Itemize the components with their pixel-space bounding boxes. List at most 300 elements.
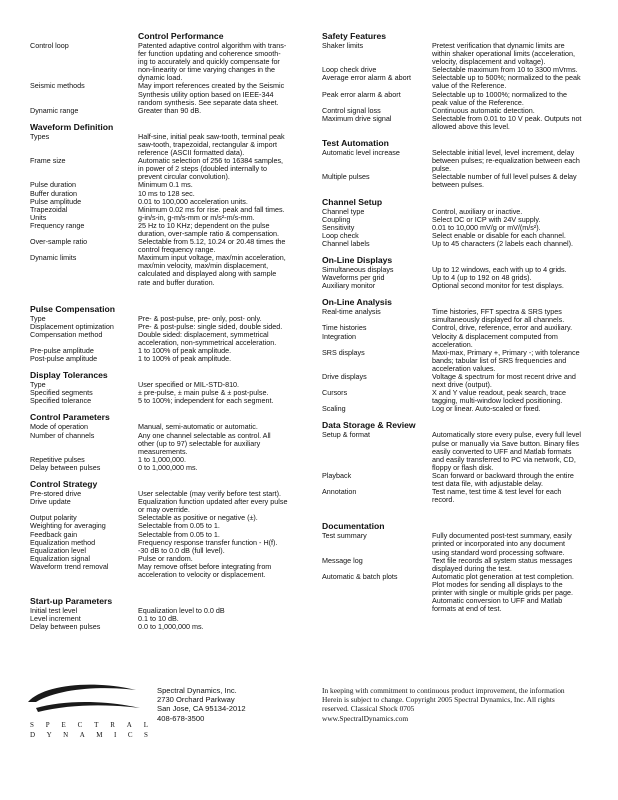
spec-value-line: calculated and displayed along with sample	[138, 269, 277, 279]
spec-value	[138, 254, 308, 286]
spec-value-line: ing to accurately and quickly compensate for	[138, 57, 280, 67]
spec-label: Average error alarm & abort	[322, 73, 411, 83]
spec-value	[432, 573, 596, 613]
spec-value	[138, 355, 308, 363]
spec-value-line: acceleration.	[432, 339, 473, 349]
spec-label: Post-pulse amplitude	[30, 354, 98, 364]
spec-value-line: pulse or manually via Save button. Binary files	[432, 438, 580, 448]
spec-value	[138, 157, 308, 181]
spec-value	[432, 282, 596, 290]
spec-value-line: Pre- & post-pulse, pre- only, post- only.	[138, 313, 262, 323]
spec-value-line: value of the Reference.	[432, 81, 507, 91]
spec-value-line: Selectable maximum from 10 to 3300 mVrms.	[432, 65, 578, 75]
spec-label: Number of channels	[30, 430, 95, 440]
spec-value-line: non-linearity or time varying changes in the	[138, 65, 276, 75]
spec-value	[138, 432, 308, 456]
spec-value	[432, 373, 596, 389]
address-line: 408-678-3500	[157, 713, 205, 723]
spec-value-line: Minimum 0.1 ms.	[138, 180, 193, 190]
spec-label: Output polarity	[30, 513, 77, 523]
spec-value-line: Automatic plot generation at test completion.	[432, 571, 574, 581]
spec-value	[138, 397, 308, 405]
spec-value-line: Half-sine, initial peak saw-tooth, terminal peak	[138, 131, 285, 141]
spec-row	[30, 254, 308, 286]
spec-label: Pre-pulse amplitude	[30, 346, 94, 355]
spec-value-line: Selectable initial level, level increment, delay	[432, 148, 575, 158]
spec-value-line: or may override.	[138, 505, 190, 515]
spec-value-line: Up to 12 windows, each with up to 4 grids.	[432, 264, 567, 274]
spec-label: Delay between pulses	[30, 462, 101, 472]
spec-value	[432, 333, 596, 349]
spec-label: Specified segments	[30, 388, 93, 398]
spec-value-line: Synthesis utility option based on IEEE-344	[138, 89, 274, 99]
spec-row	[322, 573, 596, 613]
spec-value-line: Greater than 90 dB.	[138, 105, 202, 115]
spec-row	[30, 42, 308, 82]
section-title: On-Line Displays	[322, 254, 393, 265]
spec-value	[432, 431, 596, 471]
section-gap	[322, 613, 596, 617]
spec-label: Buffer duration	[30, 188, 78, 198]
spec-value-line: prevent circular convolution).	[138, 172, 230, 182]
spec-label: Multiple pulses	[322, 172, 370, 182]
spec-value-line: reference (ASCII formatted data).	[138, 148, 245, 158]
spec-value	[432, 557, 596, 573]
spec-value-line: printer with single or multiple grids per page.	[432, 587, 574, 597]
section-spacer	[322, 508, 596, 518]
company-address	[157, 686, 246, 723]
spec-value-line: acceleration values.	[432, 363, 496, 373]
spec-row	[30, 331, 308, 347]
spec-value-line: User specified or MIL-STD-810.	[138, 380, 240, 390]
spec-label: Over-sample ratio	[30, 237, 88, 247]
spec-label: Loop check drive	[322, 65, 377, 75]
spec-label: Setup & format	[322, 430, 370, 440]
spec-value	[432, 91, 596, 107]
spec-value-line: May import references created by the Seismic	[138, 81, 285, 91]
section-gap	[30, 115, 308, 119]
footer	[0, 680, 618, 800]
section-spacer	[30, 583, 308, 593]
spec-label: Pulse duration	[30, 180, 76, 190]
spec-row	[322, 42, 596, 66]
spec-value	[138, 331, 308, 347]
spec-value-line: Selectable from 0.05 to 1.	[138, 529, 220, 539]
spec-row	[322, 557, 596, 573]
spec-row	[30, 157, 308, 181]
spec-label: Displacement optimization	[30, 321, 114, 331]
spec-value-line: 1 to 1,000,000.	[138, 454, 186, 464]
spec-label: Type	[30, 380, 46, 390]
section-title: Test Automation	[322, 138, 389, 149]
spec-value	[138, 82, 308, 106]
spec-label: Annotation	[322, 487, 357, 497]
logo-letter: T	[94, 721, 99, 729]
spec-value-line: Automatic conversion to UFF and Matlab	[432, 596, 563, 606]
spec-label: Mode of operation	[30, 422, 88, 432]
spec-value	[138, 238, 308, 254]
spec-value	[138, 42, 308, 82]
spec-value-line: Selectable number of full level pulses & delay	[432, 172, 577, 182]
spec-value-line: X and Y value readout, peak search, trace	[432, 388, 566, 398]
spec-label: Time histories	[322, 323, 367, 333]
spec-value-line: displayed during the test.	[432, 563, 512, 573]
spec-value-line: 0 to 1,000,000 ms.	[138, 462, 198, 472]
left-column	[30, 28, 308, 635]
spec-value	[138, 133, 308, 157]
section-spacer	[30, 291, 308, 301]
spec-value-line: acceleration, non-symmetrical acceleration.	[138, 337, 277, 347]
spec-row	[322, 373, 596, 389]
spec-label: Drive update	[30, 497, 71, 507]
spec-value-line: User selectable (may verify before test start).	[138, 489, 281, 499]
spec-value	[138, 498, 308, 514]
spec-value-line: Selectable up to 500%; normalized to the peak	[432, 73, 581, 83]
spec-value	[432, 149, 596, 173]
spec-value-line: Select DC or ICP with 24V supply.	[432, 214, 541, 224]
spec-row	[30, 432, 308, 456]
spec-value-line: 0.01 to 10,000 mV/g or mV/(m/s²).	[432, 222, 541, 232]
spec-value-line: Double sided: displacement, symmetrical	[138, 329, 269, 339]
spec-value-line: fer function updating and coherence smooth-	[138, 49, 281, 59]
section-gap	[30, 631, 308, 635]
spec-value	[432, 173, 596, 189]
logo-letter: Y	[46, 731, 52, 739]
spec-value-line: Plot modes for sending all displays to the	[432, 579, 563, 589]
spec-row	[30, 498, 308, 514]
spec-value	[138, 222, 308, 238]
spec-row	[30, 623, 308, 631]
section-gap	[322, 190, 596, 194]
spec-label: Waveforms per grid	[322, 273, 385, 283]
spec-value-line: 5 to 100%; independent for each segment.	[138, 396, 274, 406]
spec-label: Units	[30, 212, 47, 222]
section-gap	[322, 290, 596, 294]
spec-value-line: Selectable from 5.12, 10.24 or 20.48 times the	[138, 237, 286, 247]
spec-value-line: May remove offset before integrating from	[138, 561, 272, 571]
spec-label: Coupling	[322, 214, 351, 224]
spec-value-line: Up to 4 (up to 192 on 48 grids).	[432, 273, 532, 283]
section-title: Control Performance	[138, 31, 224, 41]
spec-label: Initial test level	[30, 606, 78, 616]
spec-label: Level increment	[30, 614, 81, 624]
spec-value-line: record.	[432, 495, 455, 505]
logo-letter: C	[127, 731, 133, 739]
spec-value-line: printed or incorporated into any document	[432, 539, 566, 549]
spec-label: Weighting for averaging	[30, 521, 106, 531]
spec-value-line: Fully documented post-test summary, easily	[432, 531, 572, 541]
spec-label: Automatic & batch plots	[322, 571, 398, 581]
spec-value-line: peak value of the Reference.	[432, 97, 524, 107]
logo-letter: N	[63, 731, 69, 739]
spec-row	[322, 115, 596, 131]
spec-value-line: 1 to 100% of peak amplitude.	[138, 354, 232, 364]
spec-value-line: test data file, with adjustable delay.	[432, 479, 543, 489]
spec-label: Equalization signal	[30, 553, 90, 563]
spec-label: Equalization level	[30, 545, 86, 555]
spec-value-line: g-in/s-in, g-m/s-mm or m/s²-m/s-mm.	[138, 212, 255, 222]
spec-row	[322, 389, 596, 405]
spec-value	[432, 240, 596, 248]
spec-row	[30, 238, 308, 254]
spec-value-line: acceleration to velocity or displacement.	[138, 569, 266, 579]
spec-label: Integration	[322, 331, 356, 341]
spec-label: Repetitive pulses	[30, 454, 85, 464]
spec-label: Trapezoidal	[30, 204, 68, 214]
spec-value-line: Minimum 0.02 ms for rise. peak and fall times.	[138, 204, 285, 214]
spec-value-line: dynamic load.	[138, 73, 183, 83]
spec-value-line: formats at end of test.	[432, 604, 502, 614]
spec-label: Specified tolerance	[30, 396, 92, 406]
logo-letter: D	[30, 731, 36, 739]
spec-label: Feedback gain	[30, 529, 78, 539]
spec-value	[138, 464, 308, 472]
logo-letter: E	[61, 721, 66, 729]
spec-value-line: floppy or flash disk.	[432, 462, 494, 472]
spec-value-line: Pre- & post-pulse: single sided, double sided.	[138, 321, 283, 331]
spec-label: Channel labels	[322, 238, 370, 248]
spec-value-line: Selectable from 0.01 to 10 V peak. Outputs not	[432, 113, 582, 123]
spec-value-line: Time histories, FFT spectra & SRS types	[432, 307, 562, 317]
spec-row	[30, 107, 308, 115]
spec-value	[432, 115, 596, 131]
spec-label: Frequency range	[30, 220, 85, 230]
logo-letter: S	[144, 731, 148, 739]
spec-value-line: 0.0 to 1,000,000 ms.	[138, 622, 204, 632]
spec-value-line: Automatically store every pulse, every full level	[432, 430, 582, 440]
notice-line: reserved. Classical Shock 0705	[322, 704, 415, 714]
spec-label: Control loop	[30, 41, 69, 50]
spec-row	[322, 240, 596, 248]
section-title: Waveform Definition	[30, 121, 114, 132]
spec-value-line: Equalization function updated after every pulse	[138, 497, 288, 507]
spec-row	[30, 563, 308, 579]
logo-letter: S	[30, 721, 34, 729]
spec-value	[432, 74, 596, 90]
spec-value	[138, 623, 308, 631]
logo-letter: M	[96, 731, 103, 739]
spec-value-line: -30 dB to 0.0 dB (full level).	[138, 545, 225, 555]
spec-value-line: Velocity & displacement computed from	[432, 331, 558, 341]
logo-letter: C	[77, 721, 83, 729]
spec-value-line: rate and buffer duration.	[138, 277, 215, 287]
spec-value-line: Selectable from 0.05 to 1.	[138, 521, 220, 531]
spec-row	[30, 397, 308, 405]
logo-letter: A	[79, 731, 85, 739]
spec-value-line: Automatic selection of 256 to 16384 samples,	[138, 156, 284, 166]
spec-label: Pulse amplitude	[30, 196, 82, 206]
spec-value-line: Maximum input voltage, max/min acceleration,	[138, 253, 286, 263]
spec-row	[30, 355, 308, 363]
spec-value-line: Control, drive, reference, error and auxiliary.	[432, 323, 573, 333]
spec-value-line: Any one channel selectable as control. All	[138, 430, 271, 440]
section-gap	[30, 363, 308, 367]
spec-label: Delay between pulses	[30, 622, 101, 632]
spec-label: Seismic methods	[30, 81, 85, 91]
spec-row	[322, 173, 596, 189]
spec-label: Type	[30, 313, 46, 323]
logo-letter: A	[126, 721, 132, 729]
spec-value-line: Log or linear. Auto-scaled or fixed.	[432, 404, 541, 414]
spec-label: Cursors	[322, 388, 348, 398]
section-title: Channel Setup	[322, 196, 383, 207]
spec-label: Peak error alarm & abort	[322, 89, 401, 99]
spec-value-line: Text file records all system status messages	[432, 555, 573, 565]
spec-value-line: Test name, test time & test level for each	[432, 487, 562, 497]
spec-row	[322, 532, 596, 556]
spec-value	[432, 42, 596, 66]
section-title: Control Parameters	[30, 412, 110, 423]
spec-value-line: bands; tabular list of SRS frequencies and	[432, 355, 567, 365]
spec-value-line: 0.1 to 10 dB.	[138, 614, 179, 624]
spec-value-line: tagging, multi-window locked positioning.	[432, 396, 563, 406]
spec-value-line: Pulse or random.	[138, 553, 193, 563]
swoosh-logo-icon	[24, 680, 144, 720]
spec-value-line: Patented adaptive control algorithm with trans-	[138, 41, 287, 50]
spec-value-line: pulse.	[432, 164, 452, 174]
spec-value	[138, 107, 308, 115]
section-title: Control Strategy	[30, 479, 98, 490]
spec-label: Dynamic limits	[30, 253, 77, 263]
logo-wordmark-top	[30, 721, 148, 729]
spec-label: Auxiliary monitor	[322, 281, 376, 291]
spec-value-line: control frequency range.	[138, 245, 216, 255]
spec-value-line: between pulses.	[432, 180, 484, 190]
spec-value-line: Voltage & spectrum for most recent drive and	[432, 372, 576, 381]
logo-letter: R	[110, 721, 115, 729]
spec-value-line: between pulses; re-equalization between each	[432, 156, 580, 166]
spec-row	[322, 282, 596, 290]
logo-letter: P	[45, 721, 50, 729]
spec-value	[432, 532, 596, 556]
spec-label: Playback	[322, 470, 352, 480]
spec-value	[432, 405, 596, 413]
right-column	[322, 28, 596, 617]
logo-letter: I	[113, 731, 117, 739]
spec-value-line: Continuous automatic detection.	[432, 105, 535, 115]
spec-value-line: velocity, displacement and voltage).	[432, 57, 546, 67]
spec-row	[322, 431, 596, 471]
section-gap	[322, 131, 596, 135]
spec-value-line: Maxi-max, Primary +, Primary -; with tolerance	[432, 347, 580, 357]
spec-row	[322, 405, 596, 413]
address-line: Spectral Dynamics, Inc.	[157, 686, 237, 695]
spec-row	[322, 488, 596, 504]
spec-label: Maximum drive signal	[322, 113, 392, 123]
spec-label: Automatic level increase	[322, 148, 400, 158]
spec-label: Test summary	[322, 531, 367, 541]
spec-row	[322, 349, 596, 373]
spec-row	[30, 82, 308, 106]
spec-value-line: Frequency response transfer function - H(f).	[138, 537, 278, 547]
spec-value-line: Control, auxiliary or inactive.	[432, 206, 523, 216]
section-gap	[30, 472, 308, 476]
spec-value-line: 10 ms to 128 sec.	[138, 188, 195, 198]
spec-value	[432, 349, 596, 373]
spec-label: Waveform trend removal	[30, 561, 109, 571]
spec-value-line: measurements.	[138, 446, 188, 456]
spec-value-line: next drive (output).	[432, 380, 492, 390]
section-title: Display Tolerances	[30, 370, 108, 381]
spec-row	[30, 222, 308, 238]
spec-label: Loop check	[322, 230, 359, 240]
spec-label: Simultaneous displays	[322, 264, 394, 274]
section-gap	[30, 405, 308, 409]
spec-value	[432, 308, 596, 324]
logo-wordmark-bottom	[30, 731, 148, 739]
spec-label: Dynamic range	[30, 105, 79, 115]
spec-value-line: Up to 45 characters (2 labels each channel).	[432, 238, 574, 248]
spec-label: Types	[30, 131, 50, 141]
spec-value	[432, 472, 596, 488]
spec-value-line: within shaker operational limits (acceleration,	[432, 49, 576, 59]
spec-row	[322, 149, 596, 173]
spec-value-line: duration, over-sample ratio & compensation.	[138, 228, 280, 238]
spec-value-line: max/min velocity, max/min displacement,	[138, 261, 269, 271]
spec-label: Scaling	[322, 404, 346, 414]
spec-label: Shaker limits	[322, 41, 364, 50]
spec-value-line: Manual, semi-automatic or automatic.	[138, 422, 258, 432]
spec-value-line: saw-tooth, trapezoidal, rectangular & import	[138, 139, 278, 149]
spec-row	[30, 133, 308, 157]
spec-label: Equalization method	[30, 537, 96, 547]
spec-row	[30, 464, 308, 472]
spec-label: Drive displays	[322, 372, 367, 381]
spec-value-line: simultaneously displayed for all channels.	[432, 315, 565, 325]
spec-value-line: easily converted to UFF and Matlab formats	[432, 446, 572, 456]
spec-label: Real-time analysis	[322, 307, 381, 317]
logo-letter: L	[143, 721, 148, 729]
notice-line: www.SpectralDynamics.com	[322, 713, 409, 723]
spec-value-line: using standard word processing software.	[432, 547, 565, 557]
section-title: Safety Features	[322, 31, 387, 41]
spec-value-line: other (up to 97) selectable for auxiliary	[138, 438, 261, 448]
section-title: On-Line Analysis	[322, 297, 392, 308]
section-title: Pulse Compensation	[30, 303, 115, 314]
address-line: 2730 Orchard Parkway	[157, 695, 235, 705]
spec-value-line: Optional second monitor for test displays.	[432, 281, 564, 291]
spec-label: Control signal loss	[322, 105, 381, 115]
spec-value-line: 1 to 100% of peak amplitude.	[138, 346, 232, 355]
notice-line: In keeping with commitment to continuous product improvement, the information	[322, 686, 565, 695]
spec-row	[322, 333, 596, 349]
spec-label: Pre-stored drive	[30, 489, 82, 499]
spec-value-line: in power of 2 steps (doubled internally to	[138, 164, 268, 174]
section-gap	[322, 413, 596, 417]
section-title: Documentation	[322, 521, 385, 532]
spec-label: SRS displays	[322, 347, 365, 357]
spec-value-line: Select enable or disable for each channel.	[432, 230, 566, 240]
spec-row	[322, 308, 596, 324]
spec-value	[138, 563, 308, 579]
spec-value-line: Selectable as positive or negative (±).	[138, 513, 258, 523]
spec-value-line: Equalization level to 0.0 dB	[138, 606, 225, 616]
spec-row	[322, 74, 596, 90]
spec-value-line: Selectable up to 1000%; normalized to the	[432, 89, 568, 99]
notice-line: Herein is subject to change. Copyright 2005 Spectral Dynamics, Inc. All rights	[322, 695, 555, 705]
spectral-dynamics-logo	[24, 680, 148, 742]
spec-value	[432, 488, 596, 504]
section-gap	[322, 248, 596, 252]
copyright-notice	[322, 686, 592, 723]
spec-value-line: random synthesis. See separate data sheet.	[138, 97, 279, 107]
spec-label: Frame size	[30, 156, 66, 166]
spec-value-line: ± pre-pulse, ± main pulse & ± post-pulse.	[138, 388, 269, 398]
spec-value-line: allowed above this level.	[432, 121, 510, 131]
spec-row	[322, 91, 596, 107]
section-title: Start-up Parameters	[30, 596, 113, 607]
address-line: San Jose, CA 95134-2012	[157, 704, 246, 714]
